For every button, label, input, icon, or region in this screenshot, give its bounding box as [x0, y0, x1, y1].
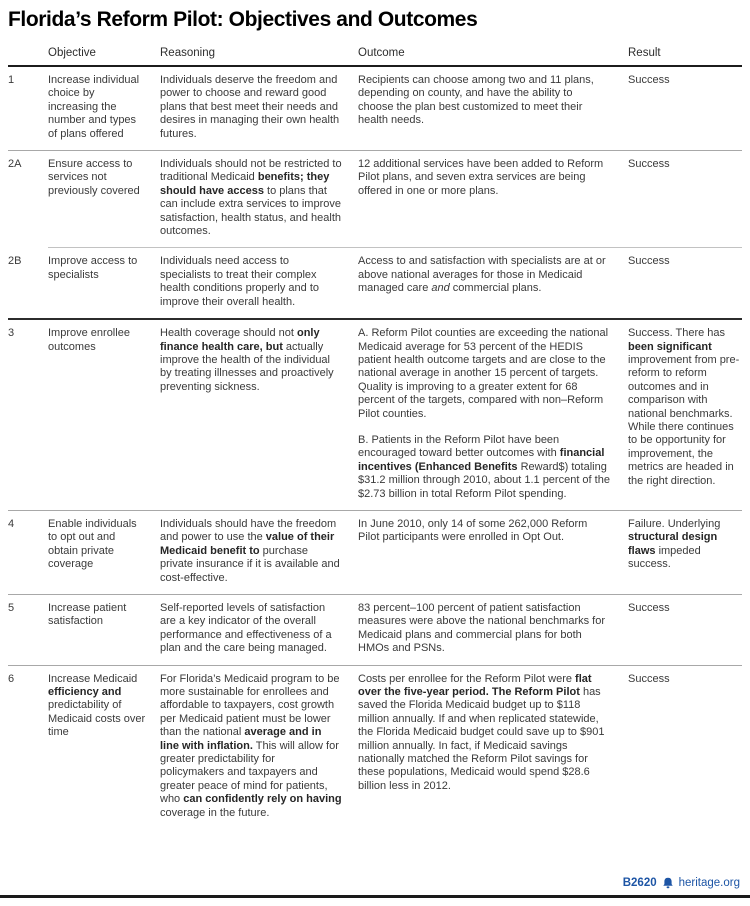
table-row	[8, 511, 742, 594]
objective-cell	[48, 158, 160, 238]
cell-paragraph: For Florida’s Medicaid program to be more sustainable for enrollees and affordable to taxpayers, cost growth per Medicaid patient must be lower than the national average and in line with inflation. This will allow for greater predictability for policymakers and taxpayers and greater peace of mind for patients, who can confidently rely on having coverage in the future.	[160, 672, 342, 819]
outcome-cell	[358, 327, 628, 501]
table-row-group	[8, 594, 742, 665]
reasoning-cell	[160, 255, 358, 309]
cell-paragraph: Increase individual choice by increasing the number and types of plans offered	[48, 74, 140, 140]
cell-paragraph: Individuals deserve the freedom and power to choose and reward good plans that best meet their needs and desires in managing their own health futures.	[160, 74, 340, 140]
cell-paragraph: Individuals need access to specialists to treat their complex health conditions properly and to improve their overall health.	[160, 255, 319, 308]
reasoning-cell	[160, 518, 358, 585]
cell-paragraph: In June 2010, only 14 of some 262,000 Reform Pilot participants were enrolled in Opt Out.	[358, 517, 588, 544]
cell-paragraph: Increase patient satisfaction	[48, 602, 127, 628]
cell-paragraph: Recipients can choose among two and 11 plans, depending on county, and have the ability to choose the plan best customized to meet their health needs.	[358, 74, 594, 127]
table-row-group	[8, 665, 742, 829]
cell-paragraph: Success	[628, 672, 670, 685]
outcome-cell	[358, 74, 628, 141]
table-row-group	[8, 318, 742, 510]
objective-cell	[48, 255, 160, 309]
row-number: 2B	[8, 255, 22, 268]
page-title: Florida’s Reform Pilot: Objectives and Outcomes	[8, 8, 478, 31]
row-number: 4	[8, 517, 15, 530]
reasoning-cell	[160, 673, 358, 820]
col-header-reasoning: Reasoning	[160, 47, 215, 59]
col-header-outcome: Outcome	[358, 47, 405, 59]
row-number: 5	[8, 602, 15, 614]
cell-paragraph: B. Patients in the Reform Pilot have been encouraged toward better outcomes with financial incentives (Enhanced Benefits Reward$) totaling $31.2 million through 2010, about 1.1 percent of the $2.73 billion in total Reform Pilot spending.	[358, 433, 610, 500]
cell-paragraph: Success. There has been significant improvement from pre-reform to reform outcomes and in comparison with national benchmarks. While there continues to be opportunity for improvement, the metrics are headed in the right direction.	[628, 327, 740, 487]
outcome-cell	[358, 158, 628, 238]
cell-paragraph: Access to and satisfaction with specialists are at or above national averages for those in Medicaid managed care and commercial plans.	[358, 255, 606, 295]
objective-cell	[48, 602, 160, 656]
col-header-num	[8, 47, 48, 59]
objective-cell	[48, 74, 160, 141]
table-row-group	[8, 510, 742, 594]
cell-paragraph: Ensure access to services not previously covered	[48, 158, 140, 197]
cell-paragraph: Health coverage should not only finance health care, but actually improve the health of the individual by treating illnesses and proactively preventing sickness.	[160, 327, 334, 393]
result-cell	[628, 327, 742, 501]
result-cell	[628, 158, 742, 238]
outcome-cell	[358, 255, 628, 309]
cell-paragraph: Enable individuals to opt out and obtain private coverage	[48, 517, 137, 571]
col-header-objective: Objective	[48, 47, 96, 59]
reasoning-cell	[160, 327, 358, 501]
reasoning-cell	[160, 602, 358, 656]
outcome-cell	[358, 673, 628, 820]
reasoning-cell	[160, 74, 358, 141]
cell-paragraph: Failure. Underlying structural design flaws impeded success.	[628, 517, 721, 571]
objective-cell	[48, 327, 160, 501]
table-row	[8, 151, 742, 247]
table-row	[8, 67, 742, 150]
cell-paragraph: Individuals should have the freedom and power to use the value of their Medicaid benefit to purchase private insurance if it is available and cost-effective.	[160, 517, 340, 584]
cell-paragraph: Increase Medicaid efficiency and predictability of Medicaid costs over time	[48, 672, 146, 739]
cell-paragraph: Costs per enrollee for the Reform Pilot were flat over the five-year period. The Reform Pilot has saved the Florida Medicaid budget up to $118 million annually. If and when replicated statewide, the Florida Medicaid budget could save up to $901 million annually. In fact, if Medicaid savings nationally matched the Reform Pilot savings for these populations, Medicaid would spend $28.6 billion less in 2012.	[358, 672, 605, 792]
result-cell	[628, 673, 742, 820]
row-number: 2A	[8, 158, 22, 171]
cell-paragraph: Individuals should not be restricted to traditional Medicaid benefits; they should have access to plans that can include extra services to improve satisfaction, health status, and health outcomes.	[160, 158, 342, 238]
cell-paragraph: 83 percent–100 percent of patient satisfaction measures were above the national benchmarks for Medicaid plans and commercial plans for both HMOs and PSNs.	[358, 602, 606, 655]
table-body	[8, 67, 742, 829]
table-header-row	[8, 47, 742, 67]
table-row-group	[8, 247, 742, 318]
table-row-group	[8, 150, 742, 247]
cell-paragraph: Success	[628, 602, 670, 614]
row-number: 1	[8, 74, 15, 86]
objectives-table	[8, 47, 742, 829]
cell-paragraph: Improve access to specialists	[48, 255, 138, 281]
result-cell	[628, 74, 742, 141]
cell-paragraph: Self-reported levels of satisfaction are a key indicator of the overall performance and effectiveness of a plan and the care being managed.	[160, 602, 332, 655]
col-header-result: Result	[628, 47, 661, 59]
outcome-cell	[358, 602, 628, 656]
cell-paragraph: A. Reform Pilot counties are exceeding the national Medicaid average for 53 percent of the HEDIS patient health outcome targets and are close to the national average in another 15 percent of targets. Quality is improving to a greater extent for 68 percent of the targets, compared with non–Reform Pilot counties.	[358, 327, 609, 420]
cell-paragraph: Improve enrollee outcomes	[48, 327, 130, 353]
table-row-group	[8, 67, 742, 150]
result-cell	[628, 602, 742, 656]
outcome-cell	[358, 518, 628, 585]
objective-cell	[48, 518, 160, 585]
table-row	[8, 595, 742, 665]
heritage-link[interactable]: heritage.org	[678, 877, 740, 889]
cell-paragraph: Success	[628, 74, 670, 86]
result-cell	[628, 518, 742, 585]
cell-paragraph: 12 additional services have been added to Reform Pilot plans, and seven extra services are being offered in one or more plans.	[358, 158, 604, 197]
objective-cell	[48, 673, 160, 820]
footer	[623, 877, 740, 889]
table-row	[8, 320, 742, 510]
result-cell	[628, 255, 742, 309]
table-row	[8, 666, 742, 829]
cell-paragraph: Success	[628, 255, 670, 268]
table-row	[8, 248, 742, 318]
reasoning-cell	[160, 158, 358, 238]
doc-id: B2620	[622, 877, 657, 889]
bottom-rule	[0, 895, 750, 898]
row-number: 6	[8, 672, 15, 685]
row-number: 3	[8, 327, 15, 340]
liberty-bell-icon	[662, 877, 674, 889]
cell-paragraph: Success	[628, 158, 670, 171]
